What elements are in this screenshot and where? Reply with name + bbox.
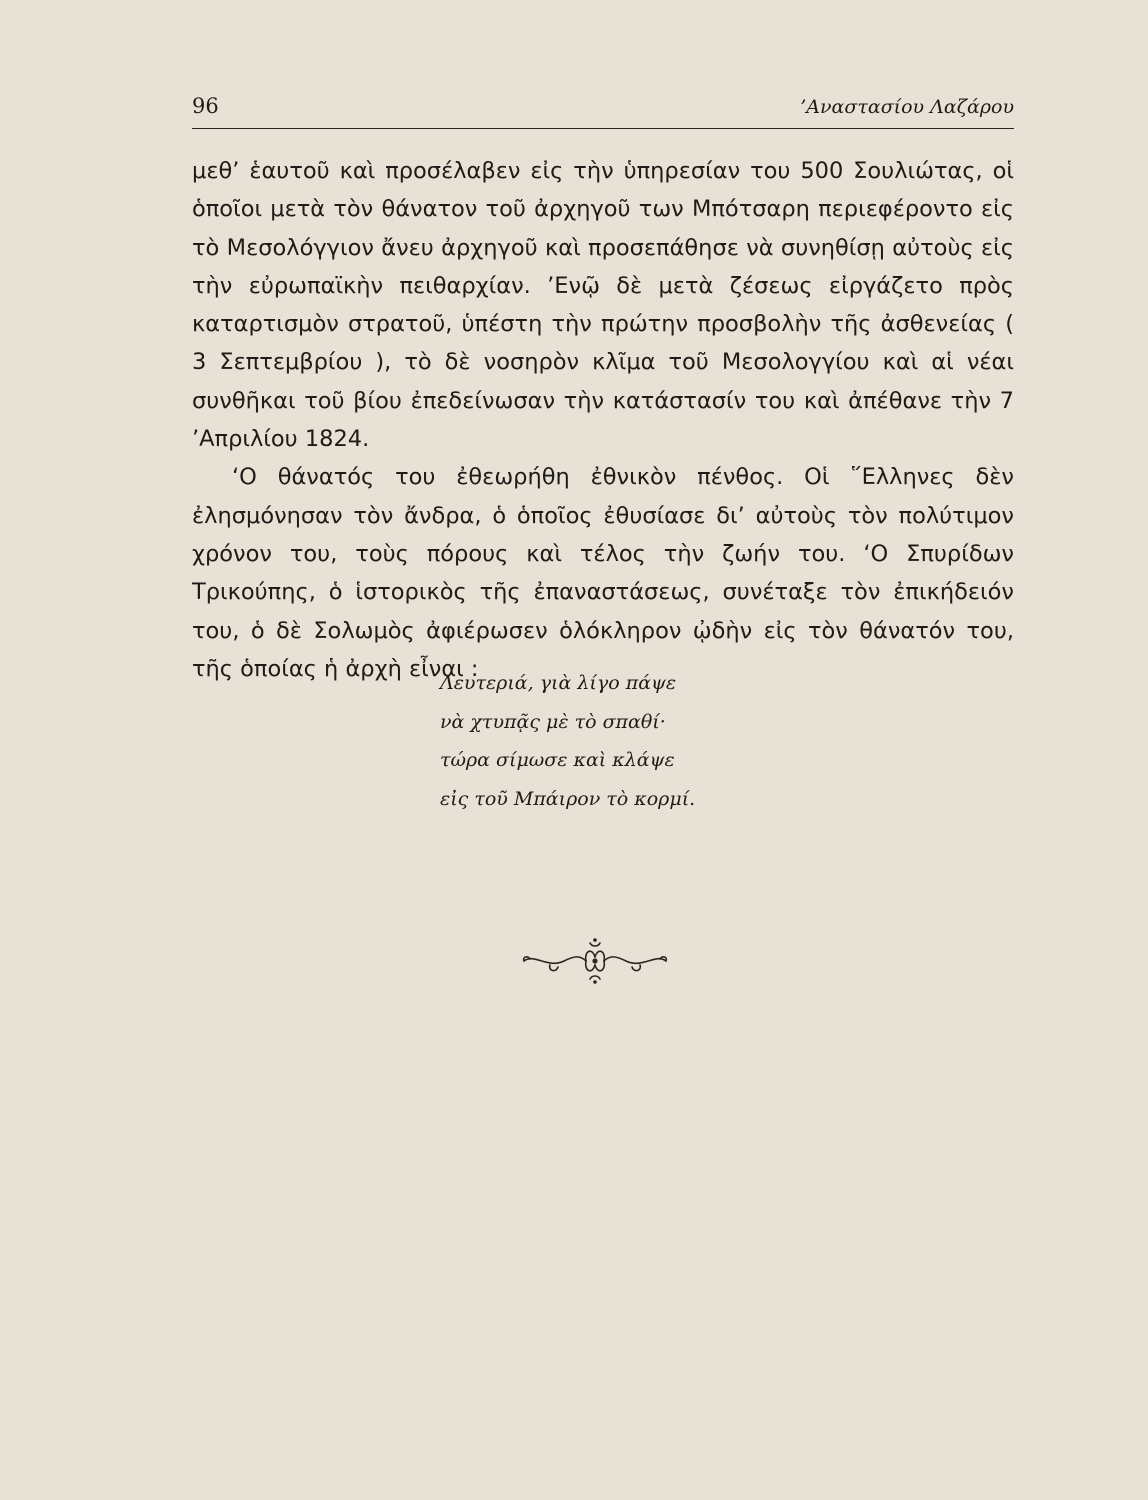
- floral-ornament-icon: [520, 935, 670, 985]
- header-rule: [192, 128, 1014, 129]
- poem-line: νὰ χτυπᾷς μὲ τὸ σπαθί·: [440, 710, 666, 733]
- page-number: 96: [192, 94, 219, 118]
- poem-line: εἰς τοῦ Μπάιρον τὸ κορμί.: [440, 787, 696, 810]
- poem-line: τώρα σίμωσε καὶ κλάψε: [440, 749, 675, 771]
- poem-quote: [440, 664, 840, 818]
- poem-line: Λευτεριά, γιὰ λίγο πάψε: [440, 672, 677, 694]
- page-header: [192, 92, 1014, 128]
- running-head-author: ’Αναστασίου Λαζάρου: [800, 96, 1014, 118]
- paragraph-continued: μεθ’ ἑαυτοῦ καὶ προσέλαβεν εἰς τὴν ὑπηρεσίαν του 500 Σουλιώτας, οἱ ὁποῖοι μετὰ τὸν θάνατον τοῦ ἀρχηγοῦ των Μπότσαρη περιεφέροντο εἰς τὸ Μεσολόγγιον ἄνευ ἀρχηγοῦ καὶ προσεπάθησε νὰ συνηθίσῃ αὐτοὺς εἰς τὴν εὐρωπαϊκὴν πειθαρχίαν. ’Ενῷ δὲ μετὰ ζέσεως εἰργάζετο πρὸς καταρτισμὸν στρατοῦ, ὑπέστη τὴν πρώτην προσβολὴν τῆς ἀσθενείας ( 3 Σεπτεμβρίου ), τὸ δὲ νοσηρὸν κλῖμα τοῦ Μεσολογγίου καὶ αἱ νέαι συνθῆκαι τοῦ βίου ἐπεδείνωσαν τὴν κατάστασίν του καὶ ἀπέθανε τὴν 7 ’Απριλίου 1824.: [192, 158, 1014, 453]
- paragraph-death: ‘Ο θάνατός του ἐθεωρήθη ἐθνικὸν πένθος. Οἱ ῞Ελληνες δὲν ἐλησμόνησαν τὸν ἄνδρα, ὁ ὁποῖος ἐθυσίασε δι’ αὐτοὺς τὸν πολύτιμον χρόνον του, τοὺς πόρους καὶ τέλος τὴν ζωήν του. ‘Ο Σπυρίδων Τρικούπης, ὁ ἱστορικὸς τῆς ἐπαναστάσεως, συνέταξε τὸν ἐπικήδειόν του, ὁ δὲ Σολωμὸς ἀφιέρωσεν ὁλόκληρον ᾠδὴν εἰς τὸν θάνατόν του, τῆς ὁποίας ἡ ἀρχὴ εἶναι :: [192, 464, 1014, 682]
- body-text: [192, 152, 1014, 688]
